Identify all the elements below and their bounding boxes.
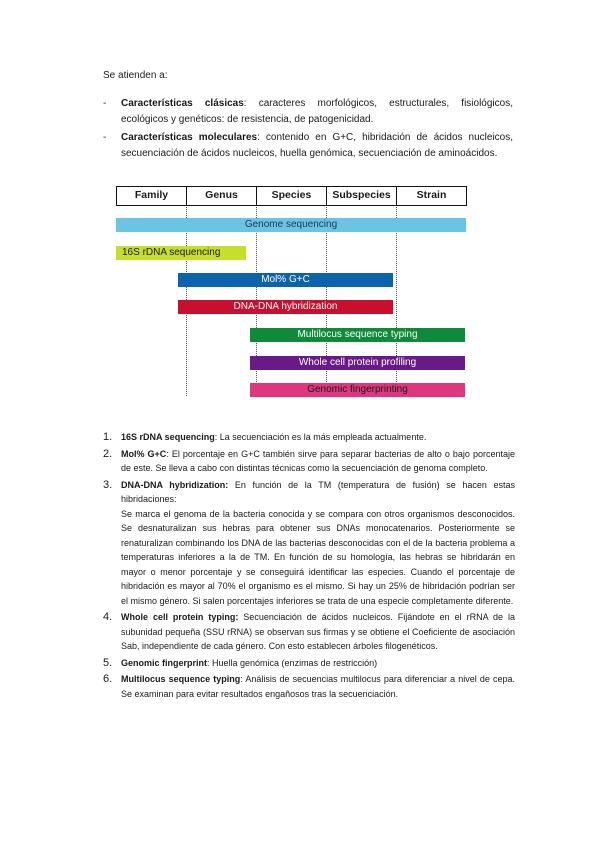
bullet-item xyxy=(103,130,513,162)
bullet-text: : caracteres morfológicos, estructurales, fisiológicos, ecológicos y genéticos: de resistencia, de patogenicidad. xyxy=(121,98,513,125)
bar-genomic-fingerprinting: Genomic fingerprinting xyxy=(250,383,465,397)
list-item xyxy=(103,478,515,609)
column-species: Species xyxy=(257,187,327,205)
list-number: 4. xyxy=(103,611,113,623)
list-number: 1. xyxy=(103,431,113,443)
list-item xyxy=(103,656,515,671)
item-term: Whole cell protein typing: xyxy=(121,612,239,622)
list-item xyxy=(103,610,515,654)
bar-multilocus-sequence-typing: Multilocus sequence typing xyxy=(250,328,465,342)
intro-text: Se atienden a: xyxy=(103,70,168,81)
bullet-item xyxy=(103,96,513,128)
item-term: 16S rDNA sequencing xyxy=(121,432,215,442)
column-family: Family xyxy=(117,187,187,205)
list-item xyxy=(103,447,515,476)
item-term: Mol% G+C xyxy=(121,448,167,459)
bar-genome-sequencing: Genome sequencing xyxy=(116,218,466,232)
item-paragraph: Se marca el genoma de la bacteria conocida y se compara con otros organismos desconocidos. Se desnaturalizan sus hebras para obtener sus DNAs monocatenarios. Posteriormente se renaturalizan combinando los DNA de las bacterias desconocidas con el de la bacteria problema a temperaturas inferiores a la de TM. En función de su homología, las hebras se hibridarán en mayor o menor porcentaje y se conseguirá identificar las especies. Cuando el porcentaje de hibridación es mayor al 70% el organismo es el mismo. Si hay un 25% de hibridación podrían ser el mismo género. Si salen porcentajes inferiores se trata de una especie completamente diferente. xyxy=(121,508,515,606)
item-text: Secuenciación de ácidos nucleicos. Fijándote en el rRNA de la subunidad pequeña (SSU rRNA) se observan sus firmas y se obtiene el Coeficiente de asociación Sab, independiente de cada género. Con esto establecen árboles filogenéticos. xyxy=(121,612,516,651)
bar-16s-rdna-sequencing: 16S rDNA sequencing xyxy=(116,246,246,260)
column-subspecies: Subspecies xyxy=(327,187,397,205)
list-item xyxy=(103,430,515,445)
characteristics-list xyxy=(103,96,513,164)
item-text: : La secuenciación es la más empleada actualmente. xyxy=(214,432,427,442)
techniques-numbered-list xyxy=(103,430,515,703)
bar-whole-cell-protein-profiling: Whole cell protein profiling xyxy=(250,356,465,370)
bullet-dash: - xyxy=(103,132,107,143)
bar-dna-dna-hybridization: DNA-DNA hybridization xyxy=(178,300,393,314)
item-text: : Huella genómica (enzimas de restricción) xyxy=(207,657,378,668)
figure-header-row xyxy=(116,186,467,206)
list-number: 3. xyxy=(103,478,113,491)
bullet-term: Características moleculares xyxy=(121,132,258,143)
column-genus: Genus xyxy=(187,187,257,205)
column-strain: Strain xyxy=(416,189,447,201)
list-number: 5. xyxy=(103,656,113,669)
item-text: : Análisis de secuencias multilocus para diferenciar a nivel de cepa. Se examinan para evitar resultados engañosos tras la secuenciación. xyxy=(121,674,516,699)
taxonomic-resolution-figure xyxy=(110,186,470,418)
bullet-text: : contenido en G+C, hibridación de ácidos nucleicos, secuenciación de ácidos nucleicos, huella genómica, secuenciación de aminoácidos. xyxy=(121,132,514,159)
item-term: Multilocus sequence typing xyxy=(121,674,241,684)
bullet-term: Características clásicas xyxy=(121,98,244,109)
list-number: 2. xyxy=(103,447,113,460)
item-text: En función de la TM (temperatura de fusión) se hacen estas hibridaciones: xyxy=(121,479,515,504)
item-term: DNA-DNA hybridization: xyxy=(121,479,229,490)
item-text: : El porcentaje en G+C también sirve para separar bacterias de alto o bajo porcentaje de este. Se lleva a cabo con distintas técnicas como la secuenciación de genoma completo. xyxy=(121,448,515,473)
bullet-dash: - xyxy=(103,98,107,109)
bar-mol-gc: Mol% G+C xyxy=(178,273,393,287)
item-term: Genomic fingerprint xyxy=(121,657,208,668)
list-item xyxy=(103,672,515,701)
list-number: 6. xyxy=(103,673,113,685)
